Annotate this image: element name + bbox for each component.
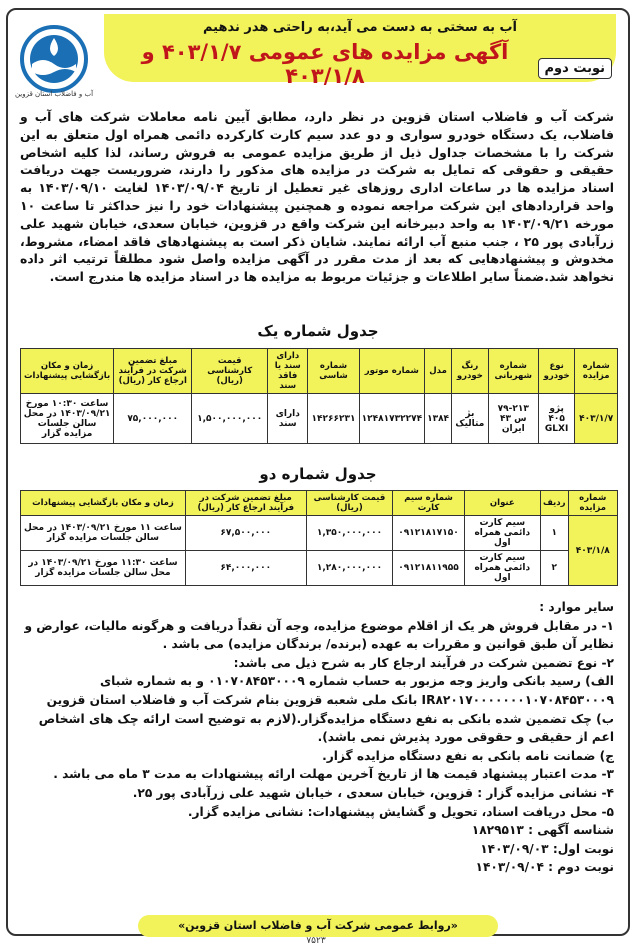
- title-banner: [104, 14, 616, 88]
- table-cell: سیم کارت دائمی همراه اول: [464, 551, 540, 586]
- misc-line: ۵- محل دریافت اسناد، تحویل و گشایش پیشنهادات: نشانی مزایده گزار.: [187, 804, 614, 819]
- col-header: شماره شهربانی: [488, 349, 538, 394]
- logo-caption: آب و فاضلاب استان قزوین: [14, 90, 94, 98]
- col-header: ردیف: [540, 491, 568, 516]
- ad-id: شناسه آگهی : ۱۸۲۹۵۱۳: [471, 823, 614, 838]
- table-cell: ۱۳۸۴: [425, 394, 452, 444]
- table-cell: ۷۵,۰۰۰,۰۰۰: [114, 394, 192, 444]
- table-cell: پژو ۴۰۵ GLXI: [538, 394, 575, 444]
- table-cell: ۶۴,۰۰۰,۰۰۰: [185, 551, 306, 586]
- misc-line: ۱- در مقابل فروش هر یک از اقلام موضوع مزایده، وجه آن نقداً دریافت و هرگونه مالیات، عوارض و نظایر آن طبق قوانین و مقررات به عهده (برنده/ برندگان مزایده) می باشد .: [24, 618, 614, 652]
- table-row: [21, 394, 618, 444]
- misc-line: الف) رسید بانکی واریز وجه مزبور به حساب شماره ۰۱۰۷۰۸۴۵۳۰۰۰۹ و به شماره شبای IR۸۲۰۱۷۰۰۰۰۰۰۰۱۰۷۰۸۴۵۳۰۰۰۹ بانک ملی شعبه قزوین بنام شرکت آب و فاضلاب استان قزوین: [46, 674, 614, 707]
- col-header: دارای سند یا فاقد سند: [268, 349, 308, 394]
- table2-title: جدول شماره دو: [259, 465, 377, 483]
- footer-banner: «روابط عمومی شرکت آب و فاضلاب استان قزوین»: [138, 915, 498, 937]
- misc-section: [20, 598, 614, 877]
- table-cell: ۱۲۴۸۱۷۳۲۲۷۴: [359, 394, 424, 444]
- table-cell: سیم کارت دائمی همراه اول: [464, 516, 540, 551]
- misc-line: ۲- نوع تضمین شرکت در فرآیند ارجاع کار به شرح ذیل می باشد:: [233, 655, 614, 670]
- water-company-logo-icon: [18, 24, 90, 94]
- misc-line: ۴- نشانی مزایده گزار : قزوین، خیابان سعدی ، خیابان شهید علی زرآبادی پور ۲۵.: [132, 785, 614, 800]
- table2-header-row: [21, 491, 618, 516]
- col-header: زمان و مکان بازگشایی پیشنهادات: [21, 491, 186, 516]
- table-cell: دارای سند: [268, 394, 308, 444]
- first-turn-date: نوبت اول: ۱۴۰۳/۰۹/۰۳: [480, 841, 614, 856]
- col-header: شماره موتور: [359, 349, 424, 394]
- intro-paragraph: شرکت آب و فاضلاب استان قزوین در نظر دارد، مطابق آیین نامه معاملات شرکت های آب و فاضلاب، یک دستگاه خودرو سواری و دو عدد سیم کارت کارکرده دائمی همراه اول متعلق به این شرکت را با مشخصات جداول ذیل از طریق مزایده عمومی به فروش رساند، لذا کلیه اشخاص حقیقی و حقوقی که تمایل به شرکت در مزایده های مذکور را دارند، ضروریست جهت دریافت اسناد مزایده ها در ساعات اداری روزهای غیر تعطیل از تاریخ ۱۴۰۳/۰۹/۰۴ لغایت ۱۴۰۳/۰۹/۱۰ به واحد قراردادهای این شرکت مراجعه نموده و همچنین پیشنهادات خود را نیز حداکثر تا ساعت ۱۰ مورخه ۱۴۰۳/۰۹/۲۱ به واحد دبیرخانه این شرکت واقع در قزوین، خیابان سعدی، خیابان شهید علی زرآبادی پور ۲۵ ، جنب منبع آب ارائه نمایند. شایان ذکر است به پیشنهادهای فاقد امضاء، مشروط، مخدوش و پیشنهادهایی که بعد از مدت مقرر در آگهی مزایده واصل شود مطلقاً ترتیب اثر داده نخواهد شد.ضمناً سایر اطلاعات و جزئیات مربوط به مزایده ها در اسناد مزایده ها مندرج است.: [20, 109, 615, 285]
- table2: [20, 490, 618, 586]
- table-cell: ساعت ۱۱ مورخ ۱۴۰۳/۰۹/۲۱ در محل سالن جلسات مزایده گزار: [21, 516, 186, 551]
- col-header: نوع خودرو: [538, 349, 575, 394]
- col-header: شماره مزایده: [575, 349, 618, 394]
- misc-line: ۳- مدت اعتبار پیشنهاد قیمت ها از تاریخ آخرین مهلت ارائه پیشنهادات به مدت ۳ ماه می باشد .: [53, 767, 614, 782]
- misc-line: ب) چک تضمین شده بانکی به نفع دستگاه مزایده‌گزار.(لازم به توضیح است ارائه چک های اشخاص اعم از حقیقی و حقوقی مورد پذیرش نمی باشد).: [38, 711, 614, 745]
- col-header: قیمت کارشناسی (ریال): [306, 491, 393, 516]
- turn-badge: نوبت دوم: [538, 58, 612, 79]
- table-cell: ۰۹۱۲۱۸۱۱۹۵۵: [393, 551, 464, 586]
- table-cell: ۱,۳۵۰,۰۰۰,۰۰۰: [306, 516, 393, 551]
- table-cell: ۱,۲۸۰,۰۰۰,۰۰۰: [306, 551, 393, 586]
- table-cell: ۰۹۱۲۱۸۱۷۱۵۰: [393, 516, 464, 551]
- ad-frame: [6, 8, 630, 936]
- table-cell: ساعت ۱۰:۳۰ مورخ ۱۴۰۳/۰۹/۲۱ در محل سالن جلسات مزایده گزار: [21, 394, 114, 444]
- col-header: مبلغ تضمین شرکت در فرآیند ارجاع کار (ریال): [185, 491, 306, 516]
- table-cell: ۲: [540, 551, 568, 586]
- table-cell: ۱۴۲۶۶۲۳۱: [308, 394, 359, 444]
- table-cell: ۱: [540, 516, 568, 551]
- table-cell: ۷۹-۲۱۳ س ۴۳ ایران: [488, 394, 538, 444]
- col-header: شماره سیم کارت: [393, 491, 464, 516]
- table-cell: ۱,۵۰۰,۰۰۰,۰۰۰: [192, 394, 268, 444]
- page-title: آگهی مزایده های عمومی ۴۰۳/۱/۷ و ۴۰۳/۱/۸: [141, 40, 509, 88]
- col-header: زمان و مکان بازگشایی پیشنهادات: [21, 349, 114, 394]
- col-header: رنگ خودرو: [452, 349, 489, 394]
- misc-line: سایر موارد :: [539, 600, 614, 614]
- ad-code: ۷۵۲۳: [306, 936, 326, 946]
- table1: [20, 348, 618, 444]
- header: [8, 10, 628, 98]
- col-header: قیمت کارشناسی (ریال): [192, 349, 268, 394]
- slogan: آب به سختی به دست می آید،به راحتی هدر ندهیم: [202, 20, 518, 35]
- col-header: مبلغ تضمین شرکت در فرآیند ارجاع کار (ریال): [114, 349, 192, 394]
- table-cell: ۴۰۳/۱/۷: [575, 394, 618, 444]
- second-turn-date: نوبت دوم : ۱۴۰۳/۰۹/۰۴: [475, 860, 614, 875]
- table-cell: بژ متالیک: [452, 394, 489, 444]
- col-header: شماره مزایده: [568, 491, 617, 516]
- table-cell: ۴۰۳/۱/۸: [568, 516, 617, 586]
- table1-header-row: [21, 349, 618, 394]
- table-cell: ۶۷,۵۰۰,۰۰۰: [185, 516, 306, 551]
- misc-line: ج) ضمانت نامه بانکی به نفع دستگاه مزایده گزار.: [322, 748, 614, 763]
- col-header: عنوان: [464, 491, 540, 516]
- col-header: شماره شاسی: [308, 349, 359, 394]
- table1-title: جدول شماره یک: [257, 322, 379, 340]
- table-row: [21, 516, 618, 551]
- table-row: [21, 551, 618, 586]
- table-cell: ساعت ۱۱:۳۰ مورخ ۱۴۰۳/۰۹/۲۱ در محل سالن جلسات مزایده گزار: [21, 551, 186, 586]
- col-header: مدل: [425, 349, 452, 394]
